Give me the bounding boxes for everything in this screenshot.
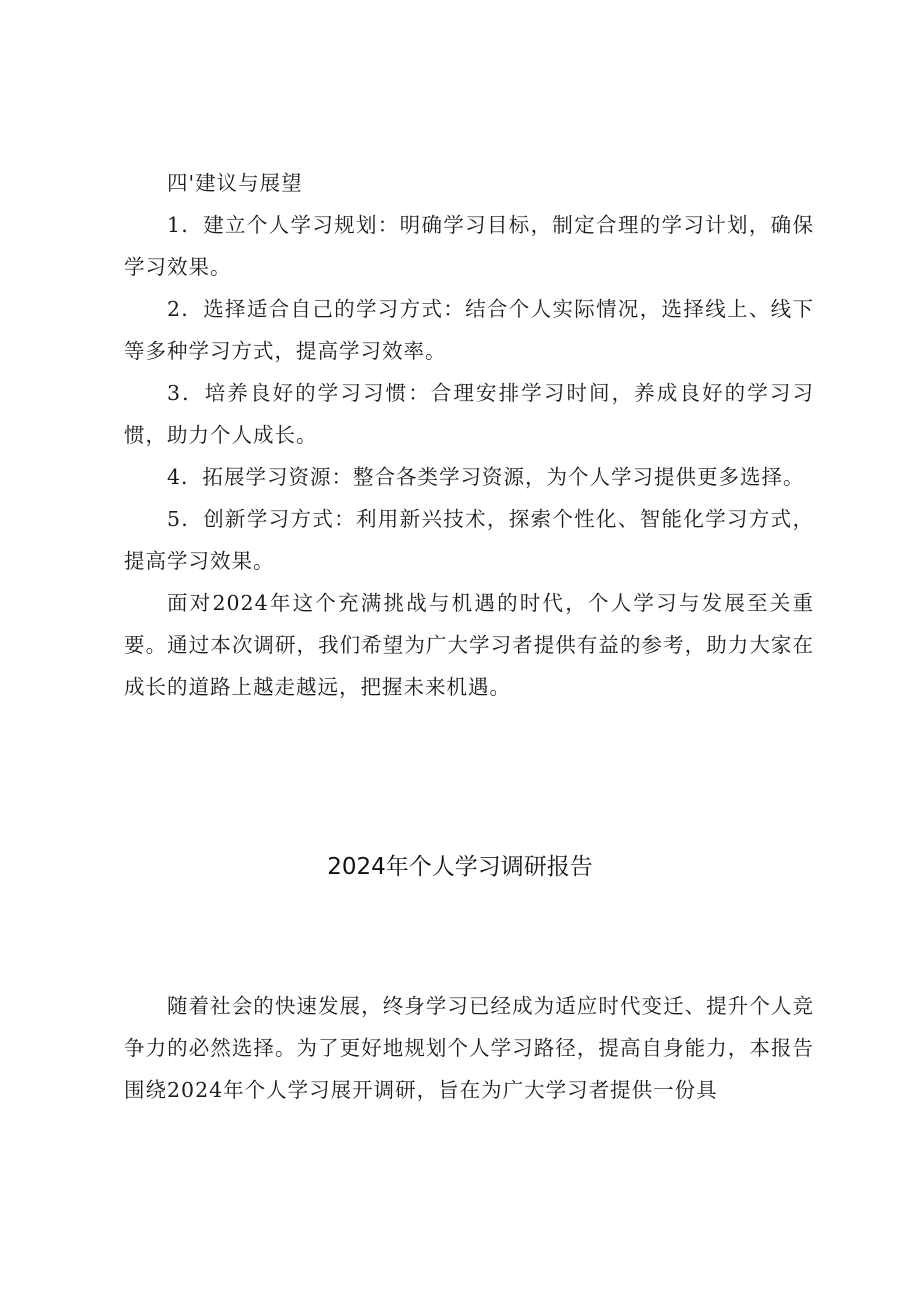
intro-paragraph: 随着社会的快速发展，终身学习已经成为适应时代变迁、提升个人竞争力的必然选择。为了更好地规划个人学习路径，提高自身能力，本报告围绕2024年个人学习展开调研，旨在为广大学习者提供一份具 [124, 994, 814, 1102]
suggestion-item-3: 3．培养良好的学习习惯：合理安排学习时间，养成良好的学习习惯，助力个人成长。 [124, 381, 814, 447]
section-heading: 四'建议与展望 [167, 171, 303, 195]
intro-section [124, 985, 814, 1111]
suggestion-item-1: 1．建立个人学习规划：明确学习目标，制定合理的学习计划，确保学习效果。 [124, 213, 814, 279]
suggestions-section [124, 162, 814, 708]
suggestion-item-4: 4．拓展学习资源：整合各类学习资源，为个人学习提供更多选择。 [167, 465, 805, 489]
conclusion-paragraph: 面对2024年这个充满挑战与机遇的时代，个人学习与发展至关重要。通过本次调研，我们希望为广大学习者提供有益的参考，助力大家在成长的道路上越走越远，把握未来机遇。 [124, 591, 814, 699]
suggestion-item-5: 5．创新学习方式：利用新兴技术，探索个性化、智能化学习方式，提高学习效果。 [124, 507, 814, 573]
suggestion-item-2: 2．选择适合自己的学习方式：结合个人实际情况，选择线上、线下等多种学习方式，提高学习效率。 [124, 297, 814, 363]
report-title: 2024年个人学习调研报告 [327, 854, 593, 880]
